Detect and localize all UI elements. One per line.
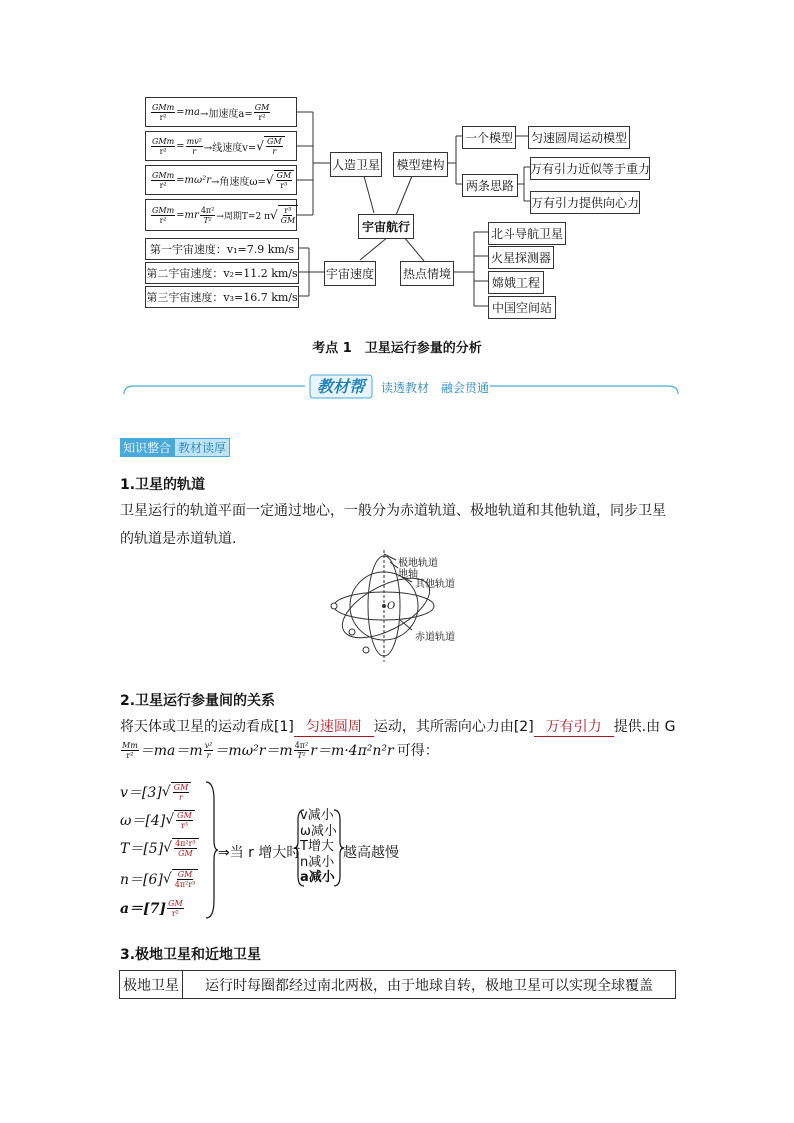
node-hot1: 北斗导航卫星 [488, 222, 566, 245]
banner-subtitle: 读透教材 融会贯通 [381, 381, 490, 395]
fig-label-other: 其他轨道 [415, 579, 455, 590]
s3-table-cell-body: 运行时每圈都经过南北两极，由于地球自转，极地卫星可以实现全球覆盖 [205, 977, 653, 994]
row-v: v＝[3] √ $\frac{GM}{r}$ [120, 782, 191, 802]
formula-acceleration: $\frac{\text{GMm}}{\text{r²}}$ =ma →加速度a= $\frac{GM}{\text{r²}}$ [145, 97, 297, 127]
row-omega: ω＝[4] √ $\frac{GM}{\text{r³}}$ [120, 810, 195, 830]
fig-label-axis: 地轴 [398, 569, 418, 580]
row-n: n＝[6] √ $\frac{GM}{\text{4π²r³}}$ [120, 869, 198, 889]
fig-label-polar: 极地轨道 [398, 558, 438, 569]
row-T: T＝[5] √ $\frac{\text{4π²r³}}{GM}$ [120, 838, 199, 858]
s2-title: 2.卫星运行参量间的关系 [120, 693, 276, 709]
node-idea1: 万有引力近似等于重力 [530, 157, 650, 180]
section-tags [120, 437, 230, 457]
result-T: T增大 [300, 839, 334, 854]
s2-para-line1: 将天体或卫星的运动看成[1] 匀速圆周 运动，其所需向心力由[2] 万有引力 提供.由 G [120, 716, 675, 737]
node-center: 宇宙航行 [358, 214, 414, 239]
node-hotspots: 热点情境 [400, 261, 454, 286]
node-model-building: 模型建构 [393, 152, 448, 177]
tag-knowledge: 知识整合 [120, 438, 174, 457]
results-list [300, 808, 337, 886]
result-n: n减小 [300, 854, 335, 870]
node-artificial-satellite: 人造卫星 [330, 152, 382, 177]
s3-table-cell-head: 极地卫星 [120, 971, 183, 998]
formula-linear-velocity: $\frac{\text{GMm}}{\text{r²}}$ = $\frac{\text{mv²}}{r}$ →线速度v= √ $\frac{GM}{r}$ [145, 131, 297, 161]
row-a: a＝[7] $\frac{GM}{\text{r²}}$ [120, 898, 183, 918]
s1-para-line2: 的轨道是赤道轨道. [120, 531, 237, 547]
formula-angular-velocity: $\frac{\text{GMm}}{\text{r²}}$ =mω²r →角速度ω= √ $\frac{GM}{\text{r³}}$ [145, 165, 297, 195]
s1-title: 1.卫星的轨道 [120, 477, 206, 493]
s3-table [119, 970, 676, 999]
blank-2: 万有引力 [534, 716, 614, 737]
conclusion-text: 越高越慢 [343, 845, 399, 861]
s1-para-line1: 卫星运行的轨道平面一定通过地心，一般分为赤道轨道、极地轨道和其他轨道，同步卫星 [120, 503, 666, 519]
s3-title: 3.极地卫星和近地卫星 [120, 947, 262, 963]
result-v: v减小 [300, 808, 334, 823]
banner-title: 教材帮 [316, 377, 365, 396]
node-cosmic-velocity: 宇宙速度 [324, 261, 376, 286]
node-one-model: 一个模型 [462, 126, 516, 149]
tag-textbook: 教材读厚 [174, 438, 230, 457]
kaodian-title: 考点 1 卫星运行参量的分析 [312, 341, 482, 356]
node-uniform-circle: 匀速圆周运动模型 [528, 126, 630, 149]
node-hot2: 火星探测器 [488, 246, 554, 269]
fig-label-equator: 赤道轨道 [415, 632, 455, 643]
node-two-ideas: 两条思路 [462, 174, 518, 197]
result-omega: ω减小 [300, 823, 337, 839]
cosmic-v3: 第三宇宙速度：v₃=16.7 km/s [145, 286, 299, 308]
node-hot4: 中国空间站 [488, 296, 556, 319]
blank-1: 匀速圆周 [294, 716, 374, 737]
node-hot3: 嫦娥工程 [488, 271, 544, 294]
formula-period: $\frac{\text{GMm}}{\text{r²}}$ =mr $\frac{\text{4π²}}{\text{T²}}$ →周期T=2 π √ $\frac{\text{r³}}{GM}$ [145, 199, 297, 231]
arrow-text: ⇒当 r 增大时 [218, 845, 301, 861]
s2-equation-chain: $\frac{Mm}{\text{r²}}$ ＝ma＝m $\frac{\text{v²}}{r}$ ＝mω²r＝m $\frac{\text{4π²}}{\text{T²}}$ r＝m·4π²n²r 可得： [122, 740, 439, 760]
cosmic-v1: 第一宇宙速度：v₁=7.9 km/s [145, 238, 299, 260]
cosmic-v2: 第二宇宙速度：v₂=11.2 km/s [145, 262, 299, 284]
node-idea2: 万有引力提供向心力 [530, 191, 640, 214]
right-brace [204, 780, 218, 920]
result-a: a减小 [300, 870, 335, 885]
fig-label-center: O [387, 601, 396, 612]
